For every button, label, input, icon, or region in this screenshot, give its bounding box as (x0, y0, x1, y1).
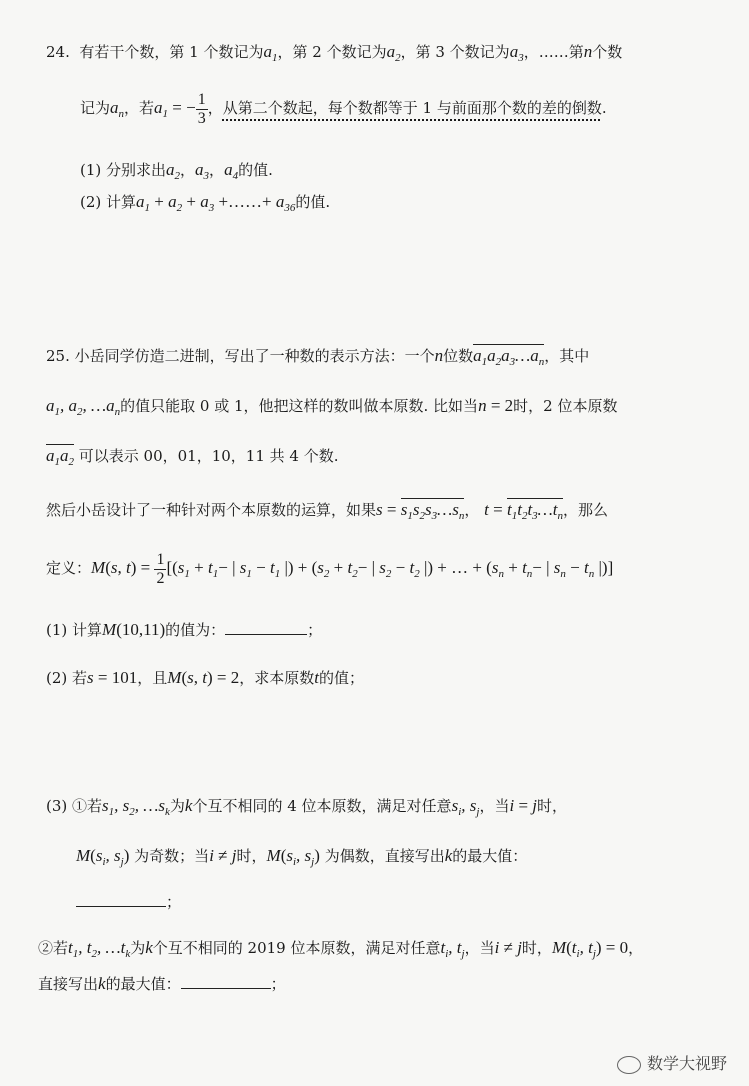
answer-blank-1[interactable] (225, 620, 307, 635)
answer-blank-2[interactable] (76, 892, 166, 907)
fraction-one-half: $\frac{1}{2}$ (156, 550, 165, 587)
q25-line-1: 25. 小岳同学仿造二进制，写出了一种数的表示方法：一个n位数$a_1a_2a_3\dots a_n$，其中 (46, 346, 590, 368)
q25-number: 25. (46, 347, 70, 365)
q25-definition: 定义：M(s, t) = $\frac{1}{2}$ [($s_1 + t_1-$ | $s_1 - t_1$ |) + ($s_2 + t_2-$ | $s_2 - t_2$ |) + … + ($s_n + t_n-$ | $s_n - t_n$ |)] (46, 550, 614, 587)
q25-part-2: (2) 若s = 101，且M(s, t) = 2，求本原数t的值； (46, 668, 364, 687)
q24-line-2: 记为$a_n$，若$a_1$ = − $\frac{1}{3}$ ，从第二个数起，每个数都等于 1 与前面那个数的差的倒数. (80, 90, 607, 127)
q24-emphasis-text: 从第二个数起，每个数都等于 1 与前面那个数的差的倒数 (222, 99, 602, 117)
q25-line-3: $a_1a_2$ 可以表示 00，01，10，11 共 4 个数. (46, 446, 339, 468)
q25-line-4: 然后小岳设计了一种针对两个本原数的运算，如果$s = s_1s_2s_3\dots s_n$， $t = t_1t_2t_3\dots t_n$，那么 (46, 500, 609, 522)
fraction-one-third: $\frac{1}{3}$ (197, 90, 206, 127)
q25-line-2: $a_1$, $a_2$, $\dots a_n$的值只能取 0 或 1，他把这样的数叫做本原数. 比如当n = 2时，2 位本原数 (46, 396, 618, 418)
q25-part-4-line-2: 直接写出k的最大值： ； (38, 974, 286, 993)
watermark: 数学大视野 (617, 1051, 727, 1074)
q25-part-3-line-3: ； (76, 892, 181, 912)
q24-part-2: (2) 计算$a_1 + a_2 + a_3$ +……+ $a_{36}$的值. (80, 192, 331, 214)
q25-part-1: (1) 计算M(10,11)的值为： ； (46, 620, 323, 639)
wechat-icon (617, 1056, 641, 1074)
q24-part-1: (1) 分别求出$a_2$，$a_3$，$a_4$的值. (80, 160, 273, 182)
q25-part-4-line-1: ②若$t_1$, $t_2$, $\dots t_k$为k个互不相同的 2019 位本原数，满足对任意$t_i$, $t_j$，当i ≠ j时，$M(t_i$, $t_j) = 0$， (38, 938, 644, 960)
q25-part-3-line-2: $M(s_i$, $s_j$) 为奇数；当i ≠ j时，$M(s_i$, $s_j$) 为偶数，直接写出k的最大值： (76, 846, 528, 868)
answer-blank-3[interactable] (181, 974, 271, 989)
q24-line-1: 24. 有若干个数，第 1 个数记为$a_1$，第 2 个数记为$a_2$，第 3 个数记为$a_3$，……第n个数 (46, 42, 623, 64)
q24-number: 24. (46, 43, 70, 61)
q25-part-3-line-1: (3) ①若$s_1$, $s_2$, $\dots s_k$为k个互不相同的 4 位本原数，满足对任意$s_i$, $s_j$，当i = j时， (46, 796, 568, 818)
